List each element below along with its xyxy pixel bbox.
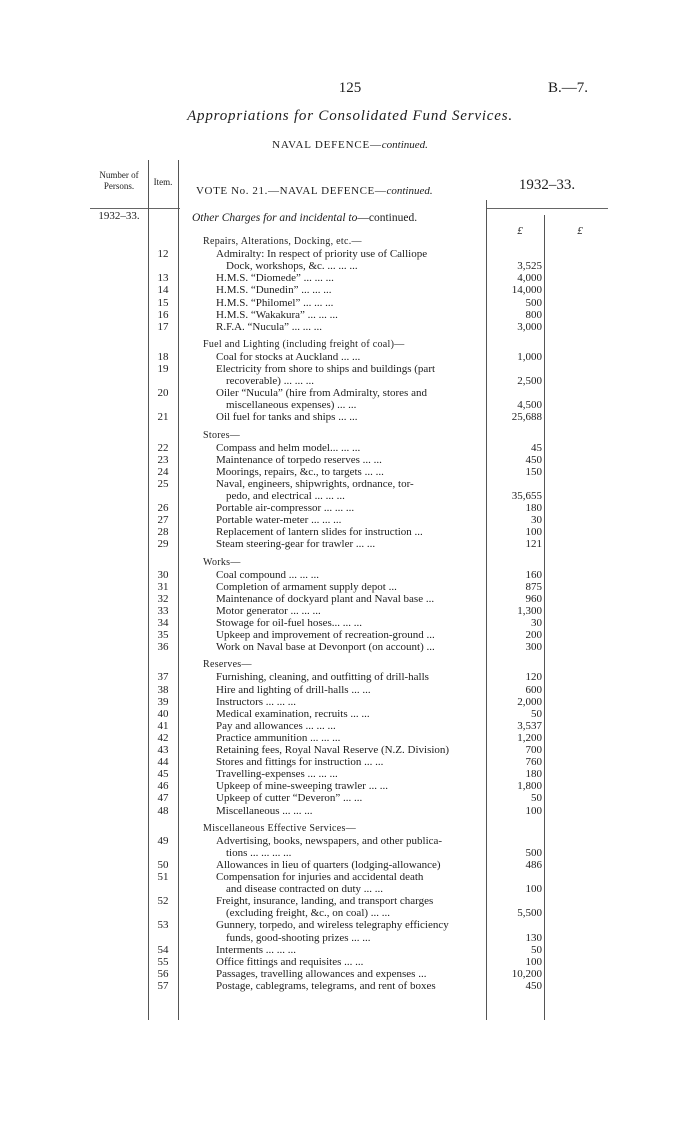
page-title: Appropriations for Consolidated Fund Services. (187, 108, 513, 124)
item-number: 55 (157, 955, 169, 968)
table-row (0, 895, 700, 907)
table-row (0, 671, 700, 683)
item-amount: 450 (525, 979, 542, 992)
item-number: 14 (157, 284, 169, 297)
item-amount: 180 (525, 502, 542, 515)
item-number: 46 (157, 780, 169, 793)
section-heading: Works— (203, 556, 241, 568)
intro-continued: —continued. (357, 212, 418, 224)
item-amount: 700 (525, 744, 542, 756)
item-number: 34 (157, 617, 169, 629)
item-description: Practice ammunition ... ... ... (216, 731, 341, 744)
item-number: 40 (157, 707, 169, 720)
table-row (0, 466, 700, 478)
item-amount: 450 (525, 453, 542, 466)
item-description: Dock, workshops, &c. ... ... ... (226, 260, 358, 273)
item-number: 35 (157, 629, 169, 642)
item-amount: 100 (525, 883, 542, 896)
item-description: Interments ... ... ... (216, 943, 297, 956)
section-heading: Repairs, Alterations, Docking, etc.— (203, 236, 362, 247)
item-number: 53 (157, 919, 169, 932)
item-description: Upkeep of cutter “Deveron” ... ... (216, 792, 363, 805)
table-row (0, 272, 700, 284)
item-description: Coal compound ... ... ... (216, 568, 319, 581)
item-description: Maintenance of dockyard plant and Naval base ... (216, 592, 435, 605)
persons-year-label: 1932–33. (98, 210, 140, 222)
item-description: Compass and helm model... ... ... (216, 441, 361, 454)
table-row (0, 883, 700, 895)
item-number: 13 (157, 272, 169, 285)
item-amount: 3,537 (517, 719, 542, 732)
item-description: Oiler “Nucula” (hire from Admiralty, stores and (216, 387, 427, 400)
table-row (0, 792, 700, 804)
table-row (0, 248, 700, 260)
item-number: 19 (157, 363, 169, 375)
item-number: 22 (157, 441, 169, 454)
table-row (0, 351, 700, 363)
section-heading-row (0, 659, 700, 671)
item-description: Freight, insurance, landing, and transport charges (216, 895, 434, 908)
item-amount: 1,000 (517, 350, 542, 363)
item-number: 47 (157, 792, 169, 805)
item-amount: 760 (525, 756, 542, 769)
table-row (0, 641, 700, 653)
item-amount: 35,655 (511, 490, 542, 502)
item-amount: 500 (525, 846, 542, 859)
item-description: Instructors ... ... ... (216, 695, 297, 708)
table-row (0, 490, 700, 502)
item-number: 41 (157, 719, 169, 732)
table-row (0, 297, 700, 309)
item-amount: 100 (525, 804, 542, 817)
section-heading-row (0, 430, 700, 442)
table-row (0, 919, 700, 931)
item-amount: 30 (531, 514, 542, 527)
section-heading-row (0, 339, 700, 351)
item-amount: 2,000 (517, 695, 542, 708)
item-description: Upkeep of mine-sweeping trawler ... ... (216, 780, 388, 793)
table-row (0, 284, 700, 296)
section-heading: Miscellaneous Effective Services— (203, 822, 357, 834)
item-amount: 121 (525, 538, 542, 551)
item-description: H.M.S. “Wakakura” ... ... ... (216, 308, 338, 321)
item-description: (excluding freight, &c., on coal) ... ... (226, 907, 391, 920)
item-description: funds, good-shooting prizes ... ... (226, 931, 371, 944)
item-number: 23 (157, 453, 169, 466)
item-description: and disease contracted on duty ... ... (226, 883, 384, 896)
item-amount: 25,688 (511, 411, 542, 424)
table-row (0, 260, 700, 272)
section-heading: Fuel and Lighting (including freight of coal)— (203, 338, 405, 350)
subtitle-continued: continued. (381, 139, 428, 151)
item-description: Hire and lighting of drill-halls ... ... (216, 683, 371, 696)
item-description: Work on Naval base at Devonport (on account) ... (216, 641, 435, 654)
table-row (0, 859, 700, 871)
item-amount: 960 (525, 592, 542, 605)
item-description: Upkeep and improvement of recreation-ground ... (216, 629, 435, 642)
item-amount: 10,200 (511, 967, 542, 980)
item-description: Furnishing, cleaning, and outfitting of drill-halls (216, 671, 429, 684)
item-amount: 5,500 (517, 907, 542, 920)
item-description: Oil fuel for tanks and ships ... ... (216, 411, 358, 424)
table-row (0, 944, 700, 956)
item-description: Advertising, books, newspapers, and other publica- (216, 834, 443, 847)
item-description: R.F.A. “Nucula” ... ... ... (216, 320, 323, 333)
item-description: Replacement of lantern slides for instruction ... (216, 526, 423, 539)
table-row (0, 932, 700, 944)
item-amount: 486 (525, 858, 542, 871)
year-header: 1932–33. (518, 177, 576, 193)
item-amount: 300 (525, 641, 542, 654)
item-amount: 800 (525, 308, 542, 321)
item-amount: 120 (525, 671, 542, 684)
item-number: 29 (157, 538, 169, 551)
document-reference: B.—7. (548, 80, 589, 96)
item-description: Stores and fittings for instruction ... ... (216, 756, 384, 769)
table-row (0, 605, 700, 617)
item-description: tions ... ... ... ... (226, 846, 292, 859)
item-amount: 1,800 (517, 780, 542, 793)
intro-italic: Other Charges for and incidental to (192, 212, 358, 224)
table-row (0, 411, 700, 423)
item-amount: 14,000 (511, 284, 542, 297)
table-row (0, 514, 700, 526)
table-row (0, 968, 700, 980)
item-description: Allowances in lieu of quarters (lodging-allowance) (216, 858, 441, 871)
item-number: 28 (157, 526, 169, 539)
table-row (0, 569, 700, 581)
table-row (0, 502, 700, 514)
item-number: 17 (157, 320, 169, 333)
section-heading: Stores— (203, 429, 241, 441)
item-description: Passages, travelling allowances and expenses ... (216, 967, 427, 980)
item-amount: 500 (525, 296, 542, 309)
item-amount: 1,200 (517, 731, 542, 744)
item-description: Admiralty: In respect of priority use of Calliope (216, 248, 428, 261)
item-number: 15 (157, 296, 169, 309)
item-number: 20 (157, 387, 169, 400)
item-number: 54 (157, 943, 169, 956)
table-row (0, 629, 700, 641)
table-row (0, 375, 700, 387)
item-number: 12 (157, 248, 169, 261)
item-description: Office fittings and requisites ... ... (216, 955, 364, 968)
item-number: 27 (157, 514, 169, 527)
item-description: Coal for stocks at Auckland ... ... (216, 350, 361, 363)
section-heading-row (0, 236, 700, 248)
item-number: 21 (157, 411, 169, 424)
item-number: 48 (157, 804, 169, 817)
table-row (0, 593, 700, 605)
item-amount: 50 (531, 707, 542, 720)
table-row (0, 847, 700, 859)
table-row (0, 980, 700, 992)
item-description: Completion of armament supply depot ... (216, 580, 397, 593)
item-description: H.M.S. “Philomel” ... ... ... (216, 296, 334, 309)
item-number: 30 (157, 568, 169, 581)
item-number: 18 (157, 350, 169, 363)
item-number: 44 (157, 756, 169, 769)
item-number: 39 (157, 695, 169, 708)
number-of-persons-header: Number of Persons. (99, 170, 139, 191)
table-row (0, 907, 700, 919)
item-description: Steam steering-gear for trawler ... ... (216, 538, 376, 551)
table-row (0, 321, 700, 333)
table-row (0, 732, 700, 744)
item-number: 49 (157, 834, 169, 847)
item-amount: 3,525 (517, 260, 542, 273)
table-row (0, 871, 700, 883)
item-number: 38 (157, 683, 169, 696)
item-number: 36 (157, 641, 169, 654)
item-number: 25 (157, 477, 169, 490)
item-description: pedo, and electrical ... ... ... (226, 490, 345, 502)
item-amount: 130 (525, 931, 542, 944)
table-row (0, 708, 700, 720)
item-amount: 50 (531, 943, 542, 956)
item-number: 57 (157, 979, 169, 992)
item-number: 24 (157, 465, 169, 478)
page-number: 125 (338, 80, 362, 96)
table-row (0, 478, 700, 490)
item-amount: 200 (525, 629, 542, 642)
item-amount: 600 (525, 683, 542, 696)
item-description: Gunnery, torpedo, and wireless telegraphy efficiency (216, 919, 449, 932)
item-amount: 100 (525, 955, 542, 968)
item-amount: 1,300 (517, 604, 542, 617)
item-amount: 150 (525, 465, 542, 478)
table-row (0, 756, 700, 768)
item-description: Compensation for injuries and accidental death (216, 871, 424, 883)
item-number: 37 (157, 671, 169, 684)
item-number: 51 (157, 871, 169, 883)
table-row (0, 768, 700, 780)
table-row (0, 581, 700, 593)
currency-symbol-total: £ (577, 225, 583, 237)
item-description: Medical examination, recruits ... ... (216, 707, 370, 720)
table-row (0, 399, 700, 411)
item-description: Postage, cablegrams, telegrams, and rent of boxes (216, 979, 436, 992)
item-number: 31 (157, 580, 169, 593)
item-description: Moorings, repairs, &c., to targets ... ... (216, 465, 384, 478)
item-number: 50 (157, 858, 169, 871)
item-amount: 100 (525, 526, 542, 539)
item-description: Travelling-expenses ... ... ... (216, 768, 338, 781)
item-description: Naval, engineers, shipwrights, ordnance, tor- (216, 477, 414, 490)
table-row (0, 684, 700, 696)
table-row (0, 720, 700, 732)
item-amount: 30 (531, 617, 542, 629)
item-number: 32 (157, 592, 169, 605)
item-number: 43 (157, 744, 169, 756)
item-description: Stowage for oil-fuel hoses... ... ... (216, 617, 363, 629)
table-row (0, 780, 700, 792)
table-row (0, 617, 700, 629)
subtitle-main: NAVAL DEFENCE— (272, 139, 382, 151)
item-description: Motor generator ... ... ... (216, 604, 321, 617)
section-heading-row (0, 823, 700, 835)
section-heading-row (0, 557, 700, 569)
item-number: 26 (157, 502, 169, 515)
item-amount: 4,500 (517, 399, 542, 412)
table-row (0, 526, 700, 538)
item-description: Electricity from shore to ships and buildings (part (216, 363, 436, 375)
item-description: H.M.S. “Diomede” ... ... ... (216, 272, 334, 285)
item-amount: 2,500 (517, 375, 542, 388)
currency-symbol-amount: £ (517, 225, 523, 237)
table-row (0, 454, 700, 466)
item-number: 45 (157, 768, 169, 781)
table-row (0, 805, 700, 817)
item-amount: 875 (525, 580, 542, 593)
item-number: 56 (157, 967, 169, 980)
item-description: Pay and allowances ... ... ... (216, 719, 336, 732)
table-row (0, 538, 700, 550)
table-row (0, 956, 700, 968)
item-number: 52 (157, 895, 169, 908)
table-row (0, 696, 700, 708)
section-heading: Reserves— (203, 659, 252, 671)
table-row (0, 387, 700, 399)
item-description: Portable air-compressor ... ... ... (216, 502, 355, 515)
item-description: recoverable) ... ... ... (226, 375, 314, 388)
item-number: 42 (157, 731, 169, 744)
table-row (0, 835, 700, 847)
item-description: Maintenance of torpedo reserves ... ... (216, 453, 382, 466)
item-description: H.M.S. “Dunedin” ... ... ... (216, 284, 332, 297)
table-row (0, 309, 700, 321)
vote-title-main: VOTE No. 21.—NAVAL DEFENCE— (196, 185, 387, 197)
table-row (0, 442, 700, 454)
item-description: miscellaneous expenses) ... ... (226, 399, 357, 412)
item-amount: 3,000 (517, 320, 542, 333)
item-description: Retaining fees, Royal Naval Reserve (N.Z. Division) (216, 744, 450, 756)
vote-title-continued: continued. (386, 185, 433, 197)
item-amount: 160 (525, 568, 542, 581)
item-number: 33 (157, 604, 169, 617)
item-description: Portable water-meter ... ... ... (216, 514, 342, 527)
item-amount: 45 (531, 441, 542, 454)
item-header: Item. (153, 177, 173, 187)
table-row (0, 363, 700, 375)
table-row (0, 744, 700, 756)
item-amount: 180 (525, 768, 542, 781)
item-amount: 4,000 (517, 272, 542, 285)
item-amount: 50 (531, 792, 542, 805)
item-number: 16 (157, 308, 169, 321)
item-description: Miscellaneous ... ... ... (216, 804, 313, 817)
